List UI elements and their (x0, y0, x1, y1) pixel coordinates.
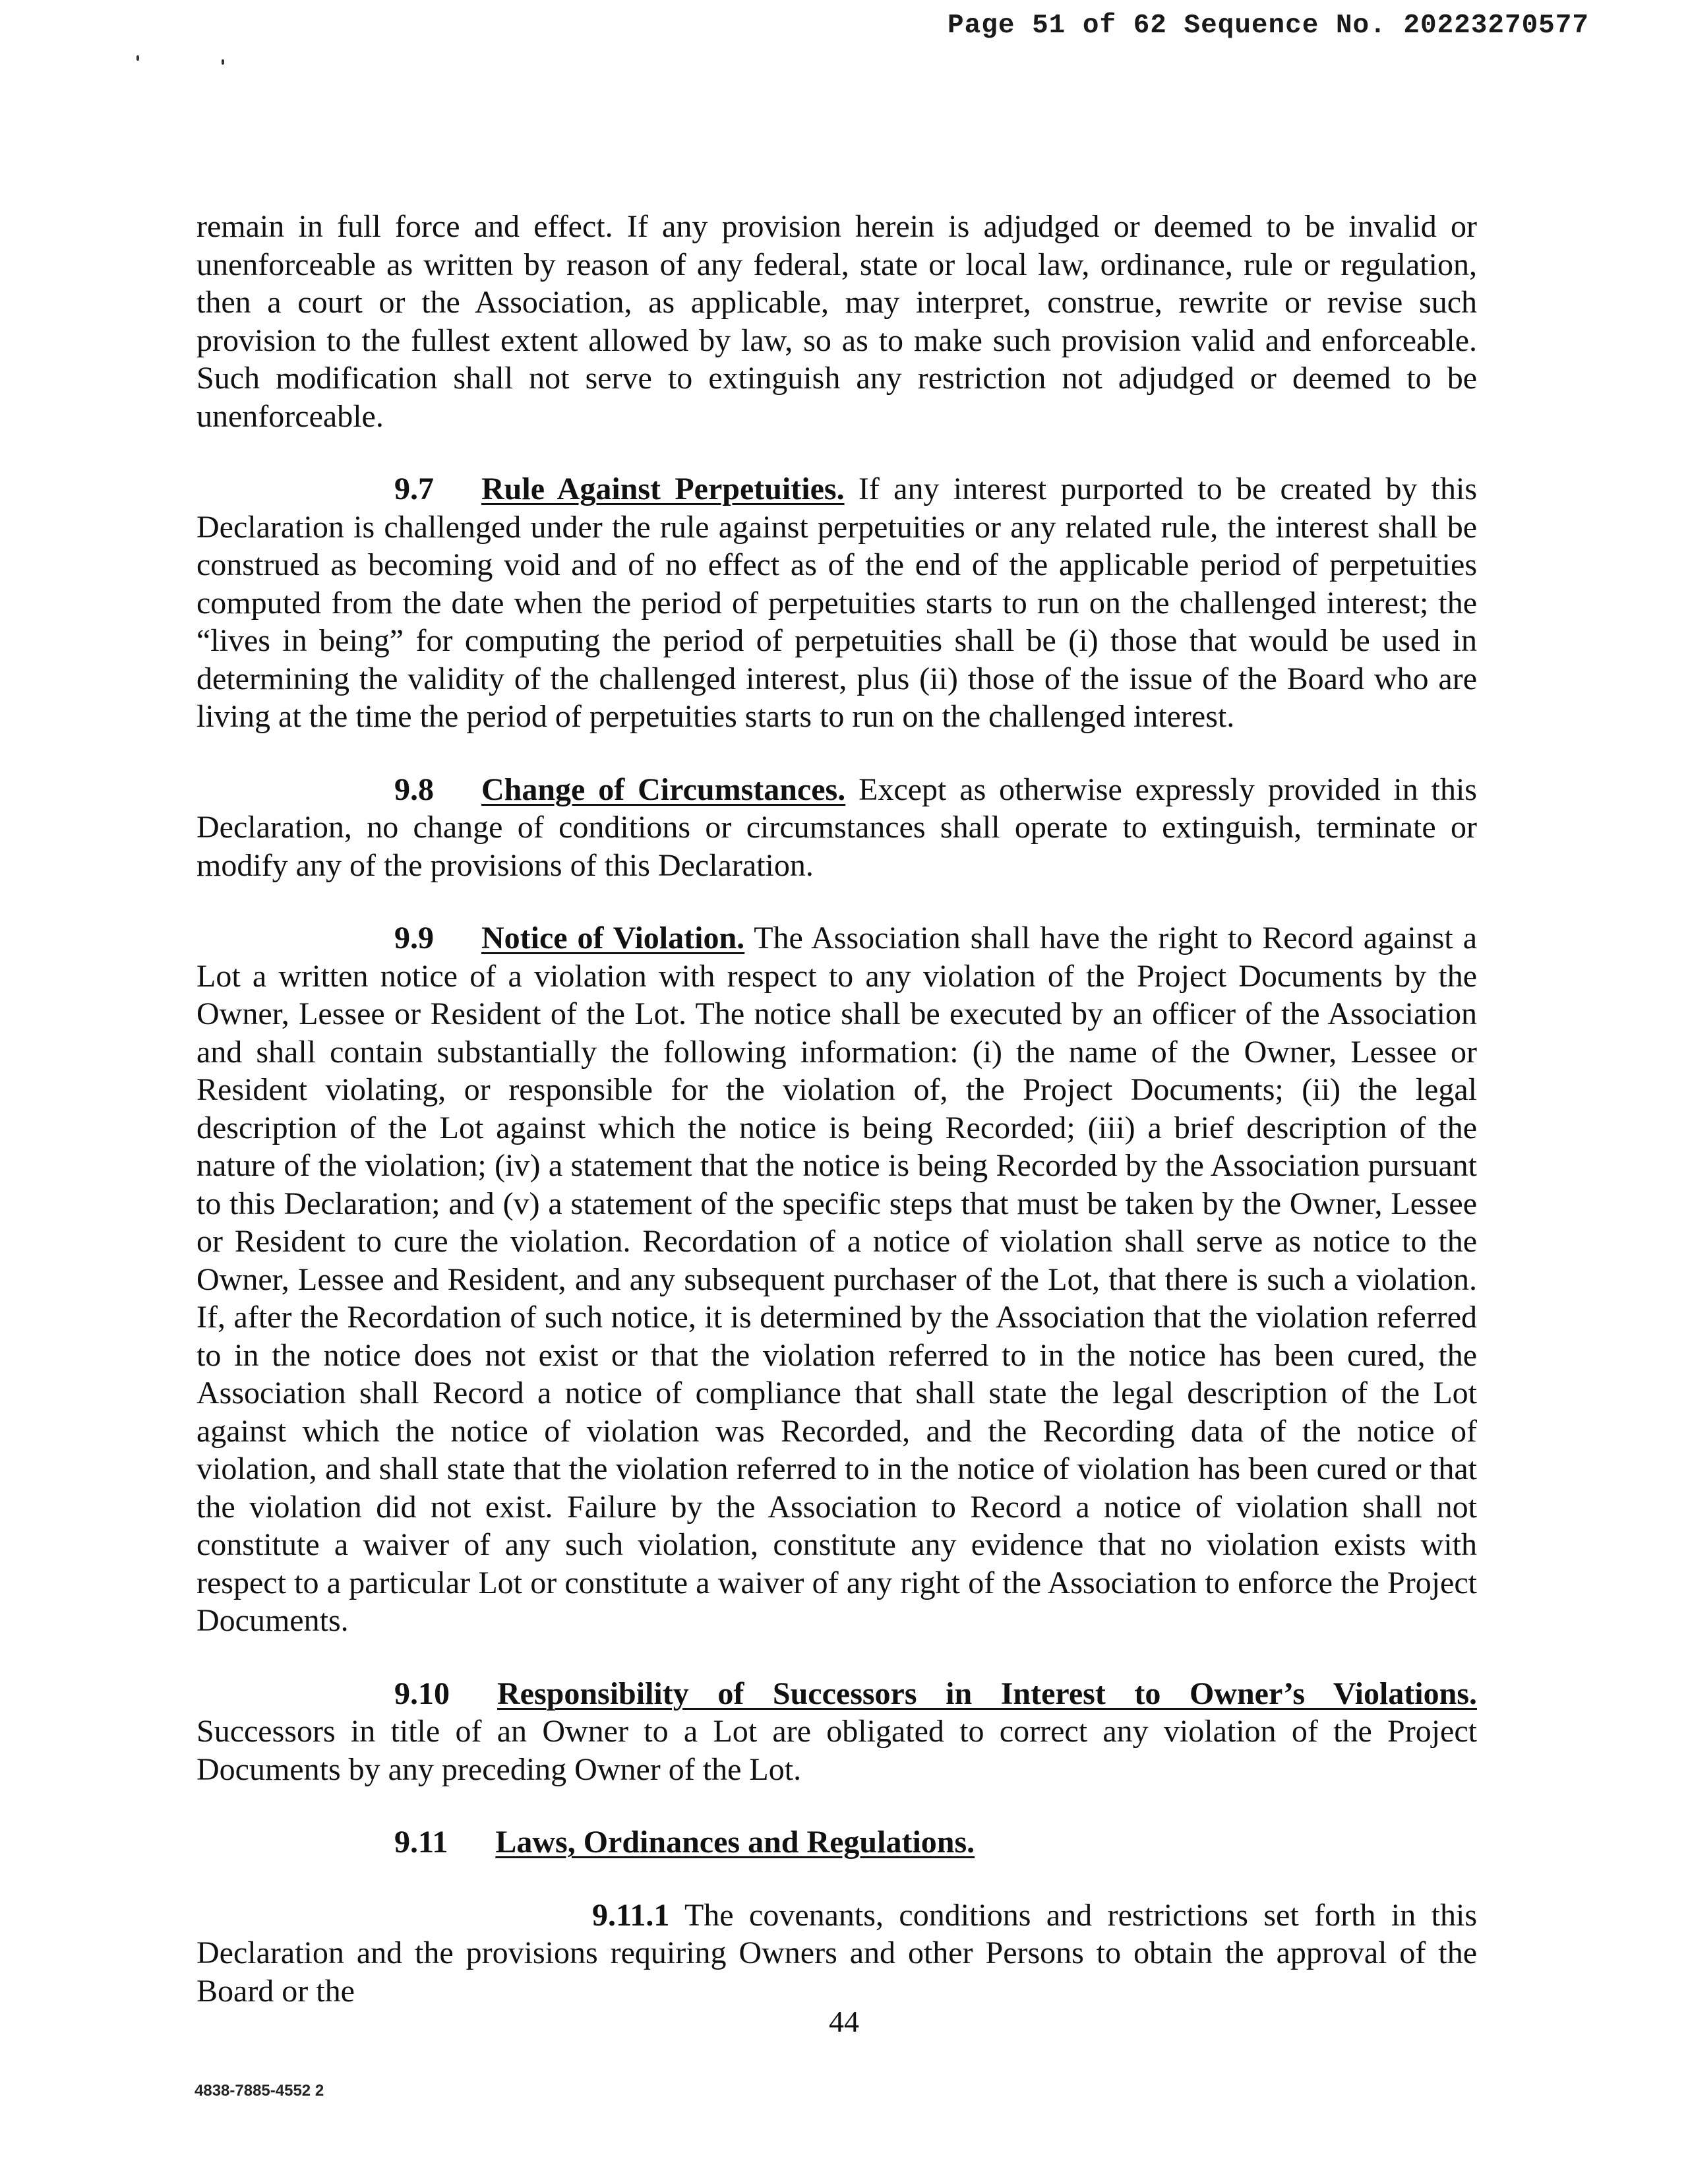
section-number: 9.7 (394, 471, 434, 506)
section-body: The Association shall have the right to Record against a Lot a written notice of a violation with respect to any violation of the Project Documents by the Owner, Lessee or Resident of the Lot. The notice shall be executed by an officer of the Association and shall contain substantially the following information: (i) the name of the Owner, Lessee or Resident violating, or responsible for the violation of, the Project Documents; (ii) the legal description of the Lot against which the notice is being Recorded; (iii) a brief description of the nature of the violation; (iv) a statement that the notice is being Recorded by the Association pursuant to this Declaration; and (v) a statement of the specific steps that must be taken by the Owner, Lessee or Resident to cure the violation. Recordation of a notice of violation shall serve as notice to the Owner, Lessee and Resident, and any subsequent purchaser of the Lot, that there is such a violation. If, after the Recordation of such notice, it is determined by the Association that the violation referred to in the notice does not exist or that the violation referred to in the notice has been cured, the Association shall Record a notice of compliance that shall state the legal description of the Lot against which the notice of violation was Recorded, and the Recording data of the notice of violation, and shall state that the violation referred to in the notice of violation has been cured or that the violation did not exist. Failure by the Association to Record a notice of violation shall not constitute a waiver of any such violation, constitute any evidence that no violation exists with respect to a particular Lot or constitute a waiver of any right of the Association to enforce the Project Documents. (196, 921, 1478, 1638)
section-title: Rule Against Perpetuities. (481, 471, 845, 506)
section-body: Successors in title of an Owner to a Lot are obligated to correct any violation of the Project Documents by any preceding Owner of the Lot. (196, 1714, 1477, 1787)
section-title: Laws, Ordinances and Regulations. (495, 1825, 975, 1860)
document-body (196, 208, 1477, 2010)
section-number: 9.8 (394, 772, 434, 807)
paragraph-continuation: remain in full force and effect. If any provision herein is adjudged or deemed to be invalid or unenforceable as written by reason of any federal, state or local law, ordinance, rule or regulation, then a court or the Association, as applicable, may interpret, construe, rewrite or revise such provision to the fullest extent allowed by law, so as to make such provision valid and enforceable. Such modification shall not serve to extinguish any restriction not adjudged or deemed to be unenforceable. (196, 209, 1477, 434)
document-id: 4838-7885-4552 2 (195, 2082, 324, 2100)
page-number: 44 (829, 2005, 859, 2038)
section-9-9 (196, 919, 1477, 1640)
section-9-11-1 (196, 1896, 1477, 2011)
section-number: 9.9 (394, 921, 434, 956)
section-9-7 (196, 470, 1477, 736)
section-number: 9.11.1 (592, 1897, 670, 1933)
section-9-10 (196, 1675, 1477, 1789)
section-number: 9.10 (394, 1676, 450, 1711)
section-title: Responsibility of Successors in Interest to Owner’s Violations. (497, 1676, 1477, 1711)
section-9-8 (196, 771, 1477, 885)
page-sequence-header: Page 51 of 62 Sequence No. 20223270577 (948, 11, 1589, 41)
section-title: Change of Circumstances. (481, 772, 846, 807)
scan-speck (222, 59, 224, 65)
section-body: If any interest purported to be created by this Declaration is challenged under the rule against perpetuities or any related rule, the interest shall be construed as becoming void and of no effect as of the end of the applicable period of perpetuities computed from the date when the period of perpetuities starts to run on the challenged interest; the “lives in being” for computing the period of perpetuities shall be (i) those that would be used in determining the validity of the challenged interest, plus (ii) those of the issue of the Board who are living at the time the period of perpetuities starts to run on the challenged interest. (196, 471, 1477, 734)
section-body: The covenants, conditions and restrictions set forth in this Declaration and the provisions requiring Owners and other Persons to obtain the approval of the Board or the (196, 1897, 1477, 2009)
section-9-11 (196, 1823, 1477, 1862)
section-title: Notice of Violation. (481, 921, 745, 956)
section-body: Except as otherwise expressly provided in this Declaration, no change of conditions or circumstances shall operate to extinguish, terminate or modify any of the provisions of this Declaration. (196, 772, 1477, 883)
section-number: 9.11 (394, 1825, 448, 1860)
scan-speck (136, 55, 139, 61)
